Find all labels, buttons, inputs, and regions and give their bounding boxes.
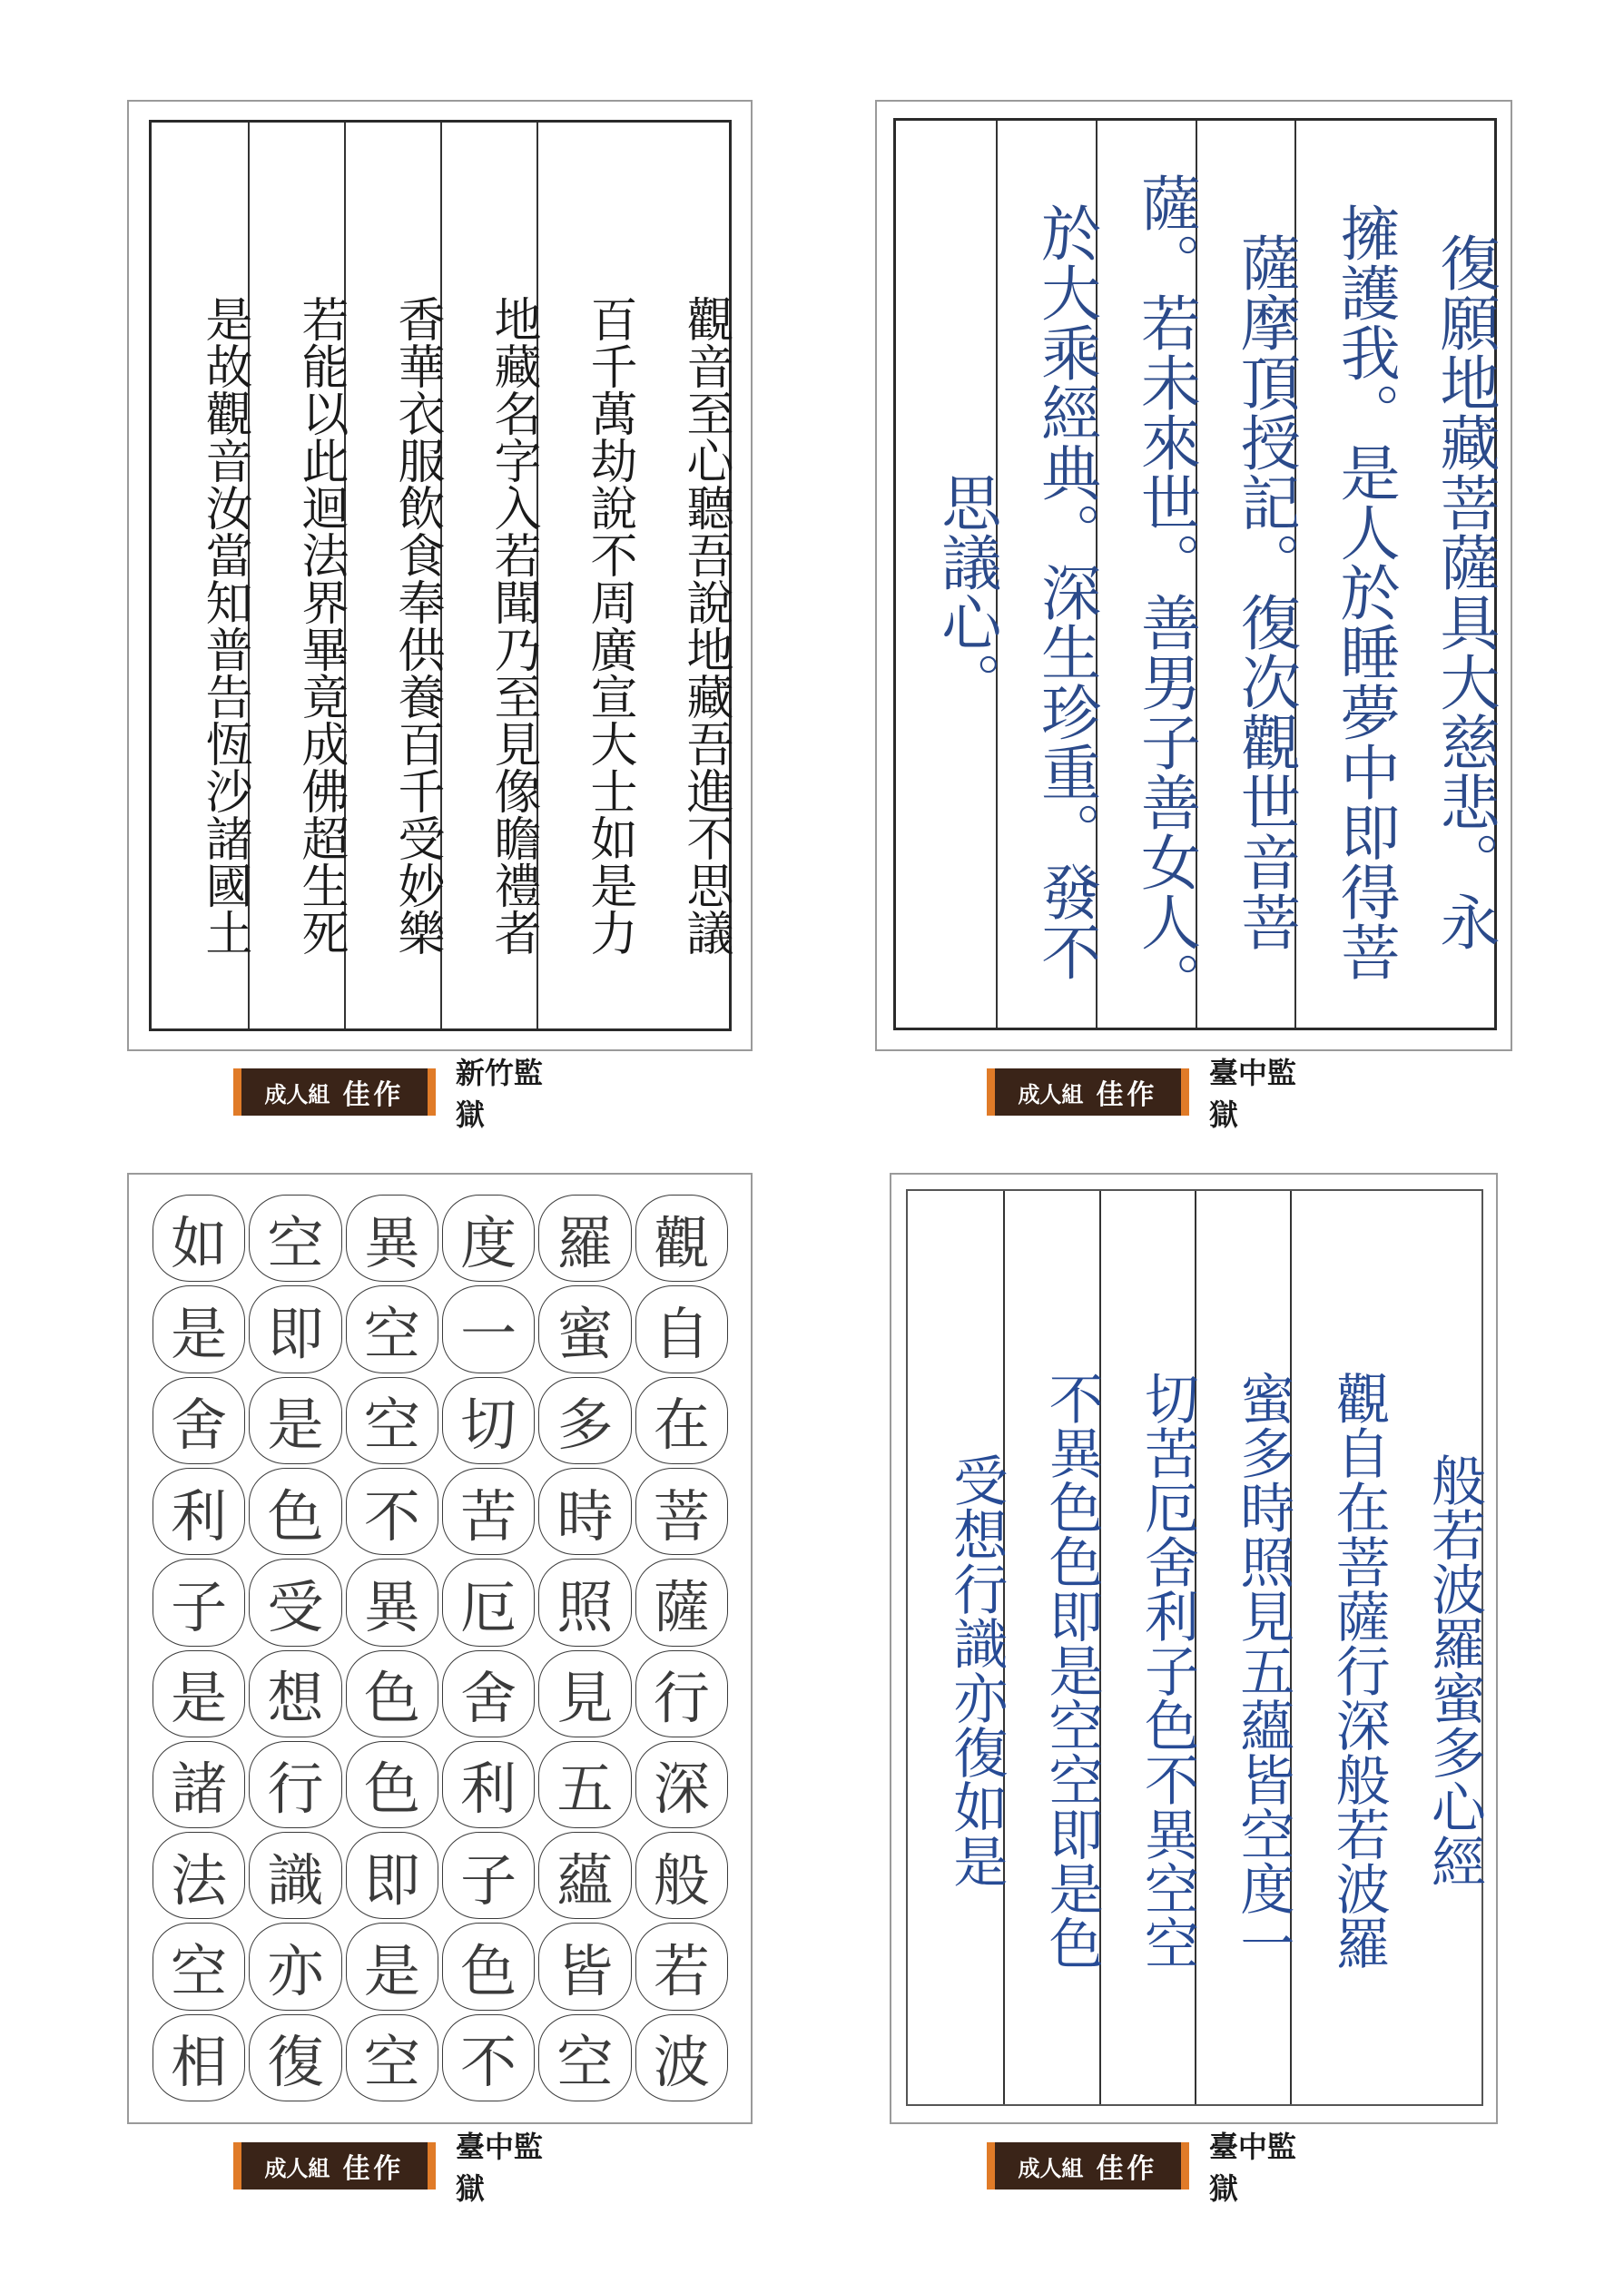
calligraphy-grid [149,120,732,1031]
award-badge [987,1068,1189,1116]
column-text: 思議心。 [930,471,1001,712]
prison-name: 臺中監獄 [455,2130,543,2206]
grid-cell: 是 [346,1923,438,2010]
column-text: 切苦厄舍利子色不異空空 [1136,1371,1199,1970]
grid-cell: 空 [153,1923,245,2010]
column-text: 復願地藏菩薩具大慈悲。永 [1430,231,1500,951]
column-text: 擁護我。是人於睡夢中即得菩 [1330,202,1401,981]
grid-cell: 色 [346,1741,438,1828]
grid-cell: 羅 [538,1195,631,1282]
column-text: 不異色色即是空空即是色 [1039,1371,1104,1970]
text-column [440,123,540,1028]
text-column [1386,1191,1486,2104]
badge-award: 佳作 [342,1079,405,1111]
grid-cell: 蘊 [538,1832,631,1919]
prison-name: 新竹監獄 [455,1056,543,1132]
prison-name: 臺中監獄 [1208,2130,1296,2206]
grid-cell: 不 [442,2014,535,2101]
text-column [908,1191,1009,2104]
grid-cell: 蜜 [538,1285,631,1373]
grid-cell: 菩 [635,1468,728,1555]
grid-cell: 利 [153,1468,245,1555]
column-text: 地藏名字入若聞乃至見像瞻禮者 [486,295,540,956]
text-column [1196,121,1301,1028]
grid-cell: 時 [538,1468,631,1555]
column-text: 般若波羅蜜多心經 [1422,1452,1486,1888]
column-text: 受想行識亦復如是 [944,1452,1009,1888]
grid-cell: 空 [538,2014,631,2101]
caption [233,1056,544,1132]
calligraphy-grid [906,1189,1486,2106]
grid-cell: 識 [249,1832,341,1919]
grid-cell: 見 [538,1650,631,1737]
calligraphy-sheet [127,1173,753,2124]
grid-cell: 度 [442,1195,535,1282]
text-column [1096,121,1201,1028]
column-text: 薩摩頂授記。復次觀世音菩 [1230,231,1301,951]
grid-cell: 利 [442,1741,535,1828]
grid-cell: 舍 [442,1650,535,1737]
grid-cell: 薩 [635,1559,728,1646]
calligraphy-sheet [890,1173,1498,2124]
grid-cell: 行 [249,1741,341,1828]
grid-cell: 異 [346,1559,438,1646]
grid-cell: 如 [153,1195,245,1282]
text-column [1394,121,1500,1028]
grid-cell: 在 [635,1377,728,1464]
badge-group: 成人組 [1018,2155,1084,2181]
grid-cell: 是 [153,1285,245,1373]
grid-cell: 相 [153,2014,245,2101]
column-text: 是故觀音汝當知普告恆沙諸國土 [197,295,251,956]
text-column [1195,1191,1295,2104]
grid-cell: 空 [346,2014,438,2101]
column-text: 薩。若未來世。善男子善女人。 [1130,172,1201,1011]
grid-cell: 一 [442,1285,535,1373]
badge-group: 成人組 [264,2155,330,2181]
grid-cell: 想 [249,1650,341,1737]
grid-cell: 受 [249,1559,341,1646]
grid-cell: 即 [249,1285,341,1373]
grid-cell: 五 [538,1741,631,1828]
calligraphy-grid [151,1193,730,2103]
column-text: 香華衣服飲食奉供養百千受妙樂 [389,295,444,956]
text-column [996,121,1101,1028]
text-column [248,123,348,1028]
text-column [1290,1191,1391,2104]
grid-cell: 不 [346,1468,438,1555]
text-column [1003,1191,1104,2104]
text-column [1099,1191,1199,2104]
text-column [1294,121,1401,1028]
calligraphy-sheet [875,100,1512,1051]
grid-cell: 照 [538,1559,631,1646]
badge-award: 佳作 [1096,2153,1158,2185]
badge-group: 成人組 [1018,1081,1084,1107]
grid-cell: 若 [635,1923,728,2010]
caption [987,1056,1297,1132]
grid-cell: 皆 [538,1923,631,2010]
text-column [152,123,251,1028]
text-column [633,123,733,1028]
grid-cell: 色 [442,1923,535,2010]
grid-cell: 色 [346,1650,438,1737]
grid-cell: 色 [249,1468,341,1555]
column-text: 若能以此迴法界畢竟成佛超生死 [293,295,348,956]
grid-cell: 異 [346,1195,438,1282]
grid-cell: 空 [346,1285,438,1373]
grid-cell: 空 [249,1195,341,1282]
column-text: 百千萬劫說不周廣宣大士如是力 [582,295,636,956]
grid-cell: 苦 [442,1468,535,1555]
grid-cell: 復 [249,2014,341,2101]
grid-cell: 空 [346,1377,438,1464]
grid-cell: 多 [538,1377,631,1464]
grid-cell: 厄 [442,1559,535,1646]
grid-cell: 切 [442,1377,535,1464]
grid-cell: 法 [153,1832,245,1919]
column-text: 觀音至心聽吾說地藏吾進不思議 [678,295,733,956]
grid-cell: 子 [442,1832,535,1919]
grid-cell: 是 [249,1377,341,1464]
caption [233,2130,544,2206]
grid-cell: 諸 [153,1741,245,1828]
grid-cell: 即 [346,1832,438,1919]
award-badge [233,1068,436,1116]
grid-cell: 深 [635,1741,728,1828]
grid-cell: 是 [153,1650,245,1737]
calligraphy-sheet [127,100,753,1051]
badge-award: 佳作 [1096,1079,1158,1111]
column-text: 蜜多時照見五蘊皆空度一 [1231,1371,1295,1970]
grid-cell: 亦 [249,1923,341,2010]
column-text: 於大乘經典。深生珍重。發不 [1030,202,1101,981]
grid-cell: 波 [635,2014,728,2101]
text-column [536,123,636,1028]
badge-group: 成人組 [264,1081,330,1107]
award-badge [233,2142,436,2190]
badge-award: 佳作 [342,2153,405,2185]
grid-cell: 觀 [635,1195,728,1282]
grid-cell: 自 [635,1285,728,1373]
prison-name: 臺中監獄 [1208,1056,1296,1132]
text-column [344,123,444,1028]
column-text: 觀自在菩薩行深般若波羅 [1326,1371,1391,1970]
grid-cell: 般 [635,1832,728,1919]
caption [987,2130,1297,2206]
grid-cell: 行 [635,1650,728,1737]
calligraphy-grid [893,118,1500,1030]
text-column [896,121,1001,1028]
grid-cell: 子 [153,1559,245,1646]
award-badge [987,2142,1189,2190]
grid-cell: 舍 [153,1377,245,1464]
